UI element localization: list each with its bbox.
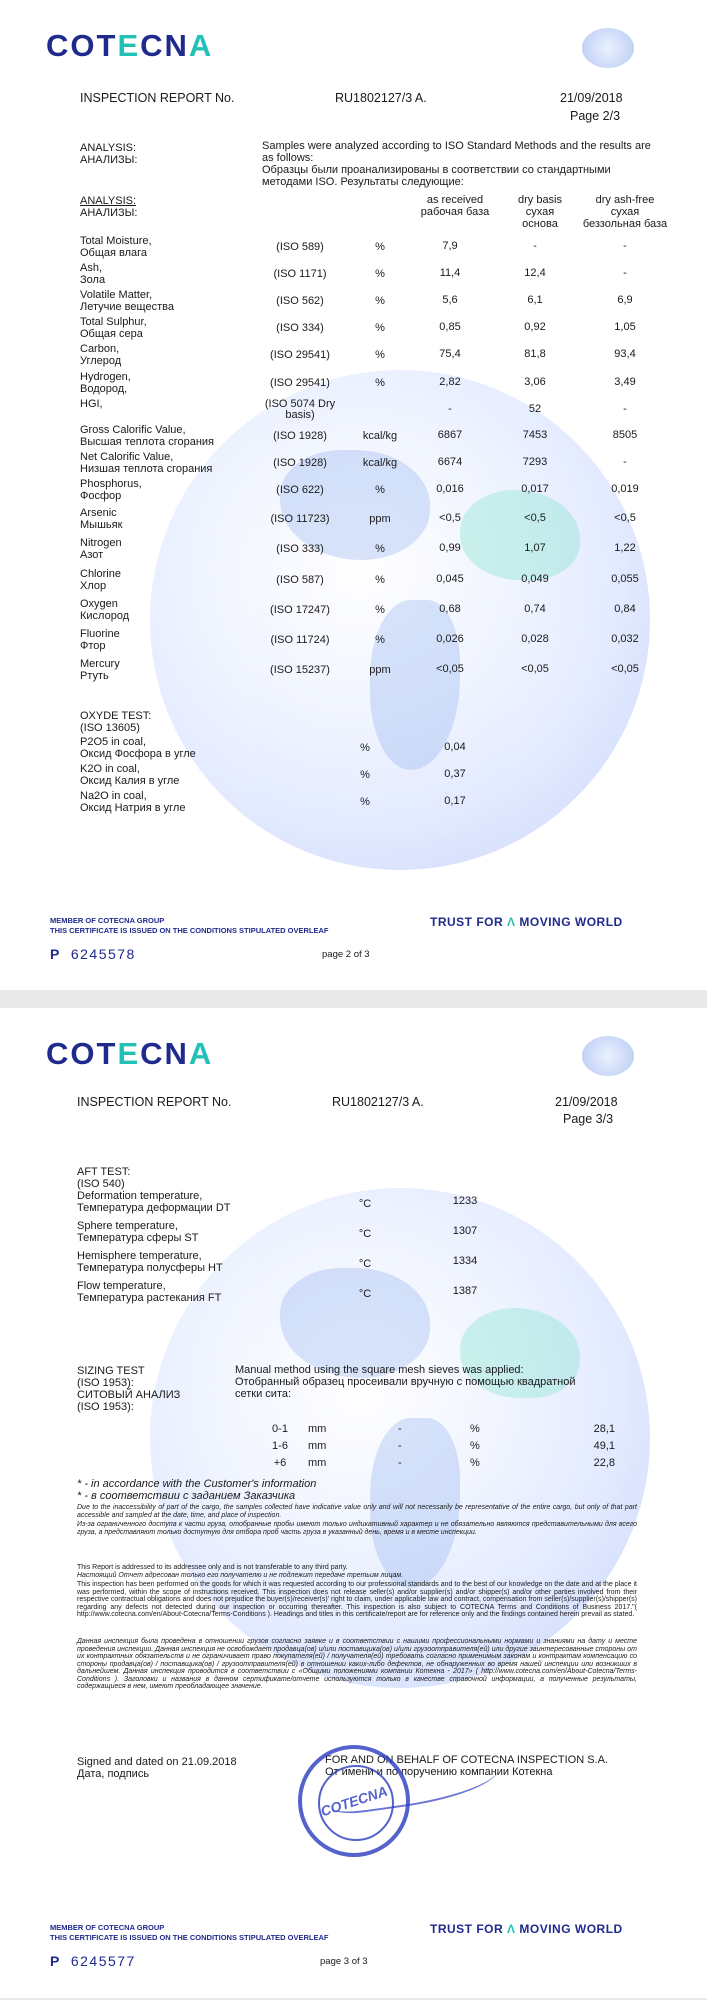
analysis-row-name-ru: Общая сера xyxy=(80,328,143,340)
analysis-row-dry-ash-free: 8505 xyxy=(612,429,638,441)
col-dry-ash-free: dry ash-free xyxy=(595,194,655,206)
analysis-row-unit: kcal/kg xyxy=(362,457,398,469)
analysis-row-name: Total Moisture, xyxy=(80,235,152,247)
customer-note-ru: * - в соответствии с заданием Заказчика xyxy=(77,1490,296,1502)
oxyde-row-name-ru: Оксид Фосфора в угле xyxy=(80,748,196,760)
analysis-row-name: Phosphorus, xyxy=(80,478,142,490)
analysis-row-name: Volatile Matter, xyxy=(80,289,153,301)
report-number: RU1802127/3 A. xyxy=(332,1095,424,1109)
analysis-row-as-received: 7,9 xyxy=(442,240,458,252)
analysis-row-as-received: 2,82 xyxy=(439,376,461,388)
analysis-row-iso: (ISO 334) xyxy=(276,322,324,334)
addressee-note-ru: Настоящий Отчет адресован только его получателю и не подлежит передаче третьим лицам. xyxy=(77,1572,404,1579)
analysis-row-name-ru: Высшая теплота сгорания xyxy=(80,436,214,448)
size-row-percent-sign: % xyxy=(470,1423,480,1435)
analysis-row-name: Total Sulphur, xyxy=(80,316,147,328)
member-note: MEMBER OF COTECNA GROUP xyxy=(50,916,165,925)
aft-row-unit: °C xyxy=(358,1258,372,1270)
analysis-row-unit: % xyxy=(375,574,385,586)
analysis-row-dry-basis: 0,92 xyxy=(524,321,546,333)
oxyde-row-unit: % xyxy=(360,796,370,808)
oxyde-title: OXYDE TEST: xyxy=(80,710,152,722)
intro-line-3: Образцы были проанализированы в соответствии со стандартными xyxy=(262,164,611,176)
analysis-row-as-received: 5,6 xyxy=(442,294,458,306)
col-dry-basis-ru: сухая xyxy=(525,206,555,218)
analysis-row-dry-ash-free: <0,5 xyxy=(614,512,636,524)
analysis-row-dry-basis: 81,8 xyxy=(524,348,546,360)
on-behalf-ru: От имени и по поручению компании Котекна xyxy=(325,1766,553,1778)
analysis-row-name-ru: Фтор xyxy=(80,640,106,652)
analysis-row-dry-ash-free: 1,05 xyxy=(614,321,636,333)
oxyde-row-name: P2O5 in coal, xyxy=(80,736,147,748)
cotecna-logo: COTECNA xyxy=(46,1036,214,1071)
analysis-row-iso: (ISO 1928) xyxy=(273,430,327,442)
tagline: TRUST FOR Λ MOVING WORLD xyxy=(430,1922,623,1936)
report-date: 21/09/2018 xyxy=(560,91,623,105)
aft-row-unit: °C xyxy=(358,1198,372,1210)
page-of: page 3 of 3 xyxy=(320,1956,368,1967)
disclaimer-ru: Из-за ограниченного доступа к части груза, отобранные пробы имеют только индикативный характер и не обязательно являются представительными для всего груза, а представляют только доступную для отбора проб часть груза в указанный день, время и в месте инспекции. xyxy=(77,1521,637,1536)
intro-line-1: Samples were analyzed according to ISO Standard Methods and the results are xyxy=(262,140,651,152)
analysis-row-dry-basis: 7293 xyxy=(522,456,548,468)
aft-row-name-ru: Температура деформации DT xyxy=(77,1202,231,1214)
analysis-row-iso: (ISO 17247) xyxy=(270,604,330,616)
analysis-row-iso-2: basis) xyxy=(285,409,315,421)
aft-row-name: Hemisphere temperature, xyxy=(77,1250,202,1262)
analysis-row-unit: ppm xyxy=(369,664,391,676)
accreditation-seal-icon xyxy=(582,28,634,68)
oxyde-row-value: 0,37 xyxy=(444,768,466,780)
analysis-row-name-ru: Низшая теплота сгорания xyxy=(80,463,213,475)
report-page-2 xyxy=(0,0,707,990)
table-label-ru: АНАЛИЗЫ: xyxy=(80,207,138,219)
oxyde-row-name: K2O in coal, xyxy=(80,763,140,775)
sizing-title: SIZING TEST xyxy=(77,1365,145,1377)
analysis-row-unit: % xyxy=(375,241,385,253)
terms-en: This inspection has been performed on the goods for which it was requested according to our professional standards and to the best of our knowledge on the date and at the place it was performed, within the scope of instructions received. This inspection does not release seller(s) and/or supplier(s) and/or shipper(s) and/or other parties involved from their respective contractual obligations and does not prejudice the buyer(s)/receiver(s)' right to claim, under applicable law and contract, compensation from seller(s)/supplier(s)/shipper(s) regarding any defects not detected during our inspection or occurring thereafter. This inspection is also subject to COTECNA Terms and Conditions of Business 2017."( http://www.cotecna.com/en/About-Cotecna/Terms-Conditions ). Headings and titles in this certificate/report are for reference only and the findings contained herein prevail as stated. xyxy=(77,1581,637,1618)
analysis-row-dry-basis: 0,049 xyxy=(521,573,549,585)
analysis-row-dry-ash-free: <0,05 xyxy=(611,663,639,675)
aft-row-name: Flow temperature, xyxy=(77,1280,166,1292)
analysis-row-name: Arsenic xyxy=(80,507,117,519)
analysis-row-dry-basis: 0,028 xyxy=(521,633,549,645)
report-label: INSPECTION REPORT No. xyxy=(77,1095,232,1109)
analysis-row-as-received: 0,85 xyxy=(439,321,461,333)
analysis-row-name-ru: Углерод xyxy=(80,355,122,367)
analysis-row-dry-ash-free: 0,032 xyxy=(611,633,639,645)
analysis-row-name: Nitrogen xyxy=(80,537,122,549)
analysis-row-as-received: 11,4 xyxy=(439,267,461,279)
analysis-label-ru: АНАЛИЗЫ: xyxy=(80,154,138,166)
analysis-row-name-ru: Фосфор xyxy=(80,490,122,502)
signed-date: Signed and dated on 21.09.2018 xyxy=(77,1756,237,1768)
col-dry-ash-free-ru-2: беззольная база xyxy=(582,218,668,230)
analysis-row-dry-ash-free: 0,055 xyxy=(611,573,639,585)
serial-number: P 6245577 xyxy=(50,1953,136,1969)
aft-row-name-ru: Температура сферы ST xyxy=(77,1232,199,1244)
analysis-row-name: Fluorine xyxy=(80,628,120,640)
analysis-row-dry-ash-free: 3,49 xyxy=(614,376,636,388)
analysis-row-name: Chlorine xyxy=(80,568,121,580)
analysis-row-unit: % xyxy=(375,268,385,280)
analysis-row-name: Hydrogen, xyxy=(80,371,131,383)
analysis-row-iso: (ISO 11724) xyxy=(270,634,330,646)
analysis-row-dry-basis: - xyxy=(533,240,537,252)
analysis-row-as-received: 0,045 xyxy=(436,573,464,585)
oxyde-row-unit: % xyxy=(360,769,370,781)
size-row-dash: - xyxy=(398,1440,402,1452)
col-dry-ash-free-ru: сухая xyxy=(610,206,640,218)
oxyde-row-name-ru: Оксид Натрия в угле xyxy=(80,802,186,814)
analysis-row-as-received: 0,68 xyxy=(439,603,461,615)
size-row-percent-sign: % xyxy=(470,1440,480,1452)
analysis-row-as-received: 6674 xyxy=(437,456,463,468)
addressee-note: This Report is addressed to its addressee only and is not transferable to any third party. xyxy=(77,1564,348,1571)
aft-row-name-ru: Температура полусферы HT xyxy=(77,1262,223,1274)
analysis-row-as-received: <0,5 xyxy=(439,512,461,524)
analysis-row-as-received: 0,99 xyxy=(439,542,461,554)
issued-note: THIS CERTIFICATE IS ISSUED ON THE CONDITIONS STIPULATED OVERLEAF xyxy=(50,1933,329,1942)
col-dry-basis: dry basis xyxy=(517,194,563,206)
size-row-range: 1-6 xyxy=(272,1440,288,1452)
analysis-row-name: Oxygen xyxy=(80,598,118,610)
analysis-row-name-ru: Хлор xyxy=(80,580,107,592)
analysis-row-name: Net Calorific Value, xyxy=(80,451,174,463)
cotecna-logo: COTECNA xyxy=(46,28,214,63)
analysis-row-iso: (ISO 29541) xyxy=(270,349,330,361)
analysis-row-dry-basis: 1,07 xyxy=(524,542,546,554)
table-label: ANALYSIS: xyxy=(80,195,137,207)
analysis-row-as-received: 0,026 xyxy=(436,633,464,645)
analysis-row-dry-ash-free: 0,84 xyxy=(614,603,636,615)
report-page-3 xyxy=(0,1008,707,1998)
page-of: page 2 of 3 xyxy=(322,949,370,960)
analysis-row-dry-basis: 3,06 xyxy=(524,376,546,388)
intro-line-2: as follows: xyxy=(262,152,314,164)
analysis-row-dry-ash-free: 6,9 xyxy=(617,294,633,306)
globe-watermark xyxy=(150,370,650,870)
terms-ru: Данная инспекция была проведена в отношении грузов согласно заявке и в соответствии с нашими профессиональными нормами и знаниями на дату и месте проведения инспекции. Данная инспекция не освобождает продавца(ов) и/или поставщика(ов) и/или грузоотправителя(ей) или другие заинтересованные стороны от их контрактных обязательств и не ограничивает право покупателя(ей) / получателя(ей) требовать согласно применимым законам и контрактам компенсацию со стороны продавца(ов) / поставщика(ов) / грузоотправителя(ей) в отношении каких-либо дефектов, не обнаруженных во время нашей инспекции или возникших в дальнейшем. Данная инспекция проводится в соответствии с «Общими положениями компании Котекна - 2017» ( http://www.cotecna.com/en/About-Cotecna/Terms-Conditions ). Заголовки и названия в данном сертификате/отчете используются только в качестве справочной информации, а полученные результаты, содержащиеся в нем, имеют преобладающее значение. xyxy=(77,1638,637,1690)
analysis-row-dry-basis: 0,74 xyxy=(524,603,546,615)
company-stamp-icon: COTECNA xyxy=(298,1745,410,1857)
size-row-unit: mm xyxy=(308,1457,327,1469)
analysis-row-unit: % xyxy=(375,604,385,616)
analysis-row-as-received: 0,016 xyxy=(436,483,464,495)
analysis-row-iso: (ISO 11723) xyxy=(270,513,330,525)
accreditation-seal-icon xyxy=(582,1036,634,1076)
analysis-row-unit: % xyxy=(375,349,385,361)
analysis-row-iso: (ISO 587) xyxy=(276,574,324,586)
analysis-row-name: Mercury xyxy=(80,658,120,670)
aft-row-name: Deformation temperature, xyxy=(77,1190,203,1202)
analysis-row-unit: % xyxy=(375,295,385,307)
size-row-range: 0-1 xyxy=(272,1423,288,1435)
size-row-value: 22,8 xyxy=(593,1457,615,1469)
col-dry-basis-ru-2: основа xyxy=(522,218,558,230)
analysis-row-name-ru: Азот xyxy=(80,549,104,561)
analysis-row-unit: kcal/kg xyxy=(362,430,398,442)
page-number: Page 2/3 xyxy=(570,109,621,123)
size-row-dash: - xyxy=(398,1423,402,1435)
analysis-row-as-received: 6867 xyxy=(437,429,463,441)
col-as-received-ru: рабочая база xyxy=(420,206,490,218)
analysis-row-dry-basis: 7453 xyxy=(522,429,548,441)
analysis-row-dry-basis: 0,017 xyxy=(521,483,549,495)
analysis-row-iso: (ISO 29541) xyxy=(270,377,330,389)
sizing-iso: (ISO 1953): xyxy=(77,1377,134,1389)
analysis-row-dry-basis: 52 xyxy=(528,403,542,415)
analysis-row-iso: (ISO 1171) xyxy=(273,268,327,280)
analysis-row-name: Gross Calorific Value, xyxy=(80,424,186,436)
aft-row-value: 1334 xyxy=(452,1255,478,1267)
analysis-row-name: Ash, xyxy=(80,262,103,274)
analysis-row-name: HGI, xyxy=(80,398,103,410)
analysis-row-dry-basis: 6,1 xyxy=(527,294,543,306)
sizing-title-ru: СИТОВЫЙ АНАЛИЗ xyxy=(77,1389,181,1401)
size-row-dash: - xyxy=(398,1457,402,1469)
analysis-row-iso: (ISO 589) xyxy=(276,241,324,253)
analysis-row-unit: % xyxy=(375,484,385,496)
customer-note: * - in accordance with the Customer's information xyxy=(77,1478,317,1490)
serial-number: P 6245578 xyxy=(50,946,136,962)
analysis-row-unit: % xyxy=(375,322,385,334)
analysis-row-as-received: - xyxy=(448,403,452,415)
size-row-value: 49,1 xyxy=(593,1440,615,1452)
aft-row-value: 1387 xyxy=(452,1285,478,1297)
report-number: RU1802127/3 A. xyxy=(335,91,427,105)
aft-row-name-ru: Температура растекания FT xyxy=(77,1292,222,1304)
size-row-unit: mm xyxy=(308,1423,327,1435)
sizing-note-ru: Отобранный образец просеивали вручную с помощью квадратной xyxy=(235,1376,576,1388)
oxyde-row-name-ru: Оксид Калия в угле xyxy=(80,775,180,787)
analysis-row-name-ru: Зола xyxy=(80,274,106,286)
sizing-iso-ru: (ISO 1953): xyxy=(77,1401,134,1413)
aft-row-value: 1307 xyxy=(452,1225,478,1237)
sizing-note: Manual method using the square mesh sieves was applied: xyxy=(235,1364,524,1376)
aft-title: AFT TEST: xyxy=(77,1166,131,1178)
analysis-row-dry-basis: 12,4 xyxy=(524,267,546,279)
analysis-row-unit: % xyxy=(375,634,385,646)
analysis-row-dry-ash-free: - xyxy=(623,240,627,252)
analysis-row-name: Carbon, xyxy=(80,343,120,355)
aft-row-unit: °C xyxy=(358,1228,372,1240)
analysis-row-iso: (ISO 622) xyxy=(276,484,324,496)
disclaimer: Due to the inaccessibility of part of the cargo, the samples collected have indicative value only and will not necessarily be representative of the entire cargo, but only of that part accessible and sampled at the date, time, and place of inspection. xyxy=(77,1504,637,1519)
on-behalf: FOR AND ON BEHALF OF COTECNA INSPECTION S.A. xyxy=(325,1754,608,1766)
analysis-row-name-ru: Ртуть xyxy=(80,670,109,682)
oxyde-iso: (ISO 13605) xyxy=(80,722,140,734)
analysis-row-dry-ash-free: 1,22 xyxy=(614,542,636,554)
analysis-row-iso: (ISO 1928) xyxy=(273,457,327,469)
aft-row-value: 1233 xyxy=(452,1195,478,1207)
size-row-range: +6 xyxy=(273,1457,287,1469)
analysis-row-iso: (ISO 5074 Dry xyxy=(264,398,336,410)
analysis-row-name-ru: Мышьяк xyxy=(80,519,123,531)
member-note: MEMBER OF COTECNA GROUP xyxy=(50,1923,165,1932)
size-row-value: 28,1 xyxy=(593,1423,615,1435)
analysis-row-dry-ash-free: 0,019 xyxy=(611,483,639,495)
size-row-unit: mm xyxy=(308,1440,327,1452)
analysis-row-name-ru: Общая влага xyxy=(80,247,148,259)
analysis-row-unit: % xyxy=(375,377,385,389)
oxyde-row-value: 0,17 xyxy=(444,795,466,807)
signed-date-ru: Дата, подпись xyxy=(77,1768,150,1780)
aft-row-name: Sphere temperature, xyxy=(77,1220,178,1232)
size-row-percent-sign: % xyxy=(470,1457,480,1469)
analysis-row-dry-basis: <0,5 xyxy=(524,512,546,524)
analysis-row-name-ru: Водород, xyxy=(80,383,128,395)
page-number: Page 3/3 xyxy=(563,1112,614,1126)
analysis-row-dry-ash-free: - xyxy=(623,267,627,279)
analysis-label: ANALYSIS: xyxy=(80,142,137,154)
analysis-row-dry-basis: <0,05 xyxy=(521,663,549,675)
analysis-row-unit: ppm xyxy=(369,513,391,525)
analysis-row-dry-ash-free: 93,4 xyxy=(614,348,636,360)
analysis-row-name-ru: Летучие вещества xyxy=(80,301,174,313)
aft-row-unit: °C xyxy=(358,1288,372,1300)
analysis-row-dry-ash-free: - xyxy=(623,403,627,415)
col-as-received: as received xyxy=(426,194,484,206)
tagline: TRUST FOR Λ MOVING WORLD xyxy=(430,915,623,929)
analysis-row-name-ru: Кислород xyxy=(80,610,130,622)
analysis-row-as-received: 75,4 xyxy=(439,348,461,360)
analysis-row-iso: (ISO 333) xyxy=(276,543,324,555)
oxyde-row-value: 0,04 xyxy=(444,741,466,753)
sizing-note-ru-2: сетки сита: xyxy=(235,1388,292,1400)
oxyde-row-unit: % xyxy=(360,742,370,754)
report-label: INSPECTION REPORT No. xyxy=(80,91,235,105)
intro-line-4: методами ISO. Результаты следующие: xyxy=(262,176,464,188)
analysis-row-iso: (ISO 562) xyxy=(276,295,324,307)
aft-iso: (ISO 540) xyxy=(77,1178,125,1190)
analysis-row-as-received: <0,05 xyxy=(436,663,464,675)
report-date: 21/09/2018 xyxy=(555,1095,618,1109)
analysis-row-unit: % xyxy=(375,543,385,555)
analysis-row-dry-ash-free: - xyxy=(623,456,627,468)
oxyde-row-name: Na2O in coal, xyxy=(80,790,147,802)
analysis-row-iso: (ISO 15237) xyxy=(270,664,330,676)
issued-note: THIS CERTIFICATE IS ISSUED ON THE CONDITIONS STIPULATED OVERLEAF xyxy=(50,926,329,935)
